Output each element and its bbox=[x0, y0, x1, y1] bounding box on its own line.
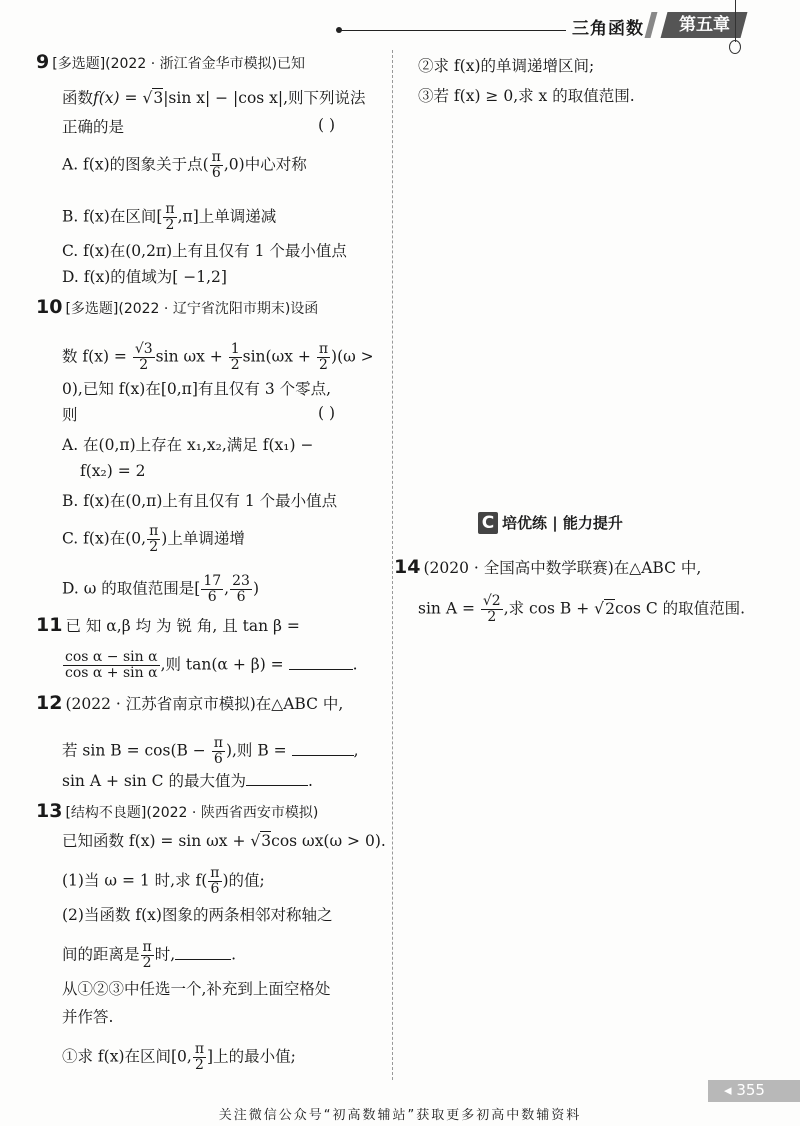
q14-line2: sin A = $\frac{√2}{2}$ ,求 cos B + √2cos C 的取值范围. bbox=[418, 593, 746, 625]
q12-number: 12 bbox=[36, 692, 63, 714]
q13-line1: 13 [结构不良题](2022 · 陕西省西安市模拟) bbox=[36, 800, 319, 822]
q13-option-2: ②求 f(x)的单调递增区间; bbox=[418, 57, 595, 75]
q11-line2: $\frac{\text{cos α − sin α}}{\text{cos α + sin α}}$ ,则 tan(α + β) = . bbox=[65, 649, 358, 681]
q13-line2: 已知函数 f(x) = sin ωx + √3cos ωx(ω > 0). bbox=[62, 832, 386, 850]
q13-option-1: ①求 f(x)在区间[0, $\frac{\pi}{2}$ ]上的最小值; bbox=[62, 1041, 296, 1073]
q9-number: 9 bbox=[36, 51, 50, 73]
section-c-title: 培优练 | 能力提升 bbox=[502, 514, 623, 532]
q9-option-d: D. f(x)的值域为[ −1,2] bbox=[62, 268, 227, 286]
q13-answer-blank[interactable] bbox=[175, 945, 231, 960]
bookmark-string bbox=[735, 0, 736, 42]
q13-number: 13 bbox=[36, 800, 63, 822]
q10-option-c: C. f(x)在(0, $\frac{\pi}{2}$ )上单调递增 bbox=[62, 523, 245, 555]
frac: $\frac{√2}{2}$ bbox=[482, 593, 501, 625]
q9-option-b: B. f(x)在区间[ $\frac{\pi}{2}$ ,π]上单调递减 bbox=[62, 201, 277, 233]
frac: $\frac{\pi}{2}$ bbox=[149, 523, 159, 555]
q13-part1: (1)当 ω = 1 时,求 f( $\frac{\pi}{6}$ )的值; bbox=[62, 865, 265, 897]
q9-line3: 正确的是 bbox=[62, 118, 125, 136]
column-divider bbox=[392, 50, 393, 1080]
frac: $\frac{\pi}{2}$ bbox=[165, 201, 175, 233]
q10-line2: 数 f(x) = $\frac{√3}{2}$ sin ωx + $\frac{1}{2}$ sin(ωx + $\frac{\pi}{2}$ )(ω > bbox=[62, 341, 374, 373]
q12-line3: sin A + sin C 的最大值为 . bbox=[62, 772, 313, 790]
footer-note: 关注微信公众号“初高数辅站”获取更多初高中数辅资料 bbox=[218, 1108, 582, 1123]
q9-option-c: C. f(x)在(0,2π)上有且仅有 1 个最小值点 bbox=[62, 242, 347, 260]
frac: $\frac{23}{6}$ bbox=[232, 573, 250, 605]
frac: $\frac{1}{2}$ bbox=[230, 341, 240, 373]
q12-line1: 12 (2022 · 江苏省南京市模拟)在△ABC 中, bbox=[36, 692, 344, 714]
q10-line4: 则 bbox=[62, 406, 78, 424]
q10-option-a: A. 在(0,π)上存在 x₁,x₂,满足 f(x₁) − bbox=[62, 436, 314, 454]
header-rule bbox=[340, 30, 566, 31]
q14-line1: 14 (2020 · 全国高中数学联赛)在△ABC 中, bbox=[394, 556, 702, 578]
frac: $\frac{17}{6}$ bbox=[203, 573, 222, 605]
page-arrow-icon: ◂ bbox=[724, 1081, 737, 1099]
q13-option-3: ③若 f(x) ≥ 0,求 x 的取值范围. bbox=[418, 87, 635, 105]
q10-option-d: D. ω 的取值范围是[ $\frac{17}{6}$ , $\frac{23}{6}$ ) bbox=[62, 573, 259, 605]
q11-answer-blank[interactable] bbox=[289, 655, 353, 670]
page-number: ◂ 355 bbox=[724, 1081, 765, 1099]
frac: $\frac{\pi}{2}$ bbox=[194, 1041, 205, 1073]
q14-number: 14 bbox=[394, 556, 421, 578]
q11-line1: 11 已 知 α,β 均 为 锐 角, 且 tan β = bbox=[36, 614, 300, 636]
q10-source: [多选题](2022 · 辽宁省沈阳市期末)设函 bbox=[65, 301, 319, 317]
frac: $\frac{\pi}{6}$ bbox=[213, 735, 223, 767]
frac: $\frac{\pi}{2}$ bbox=[142, 939, 152, 971]
q11-number: 11 bbox=[36, 614, 63, 636]
q12-line2: 若 sin B = cos(B − $\frac{\pi}{6}$ ),则 B = , bbox=[62, 735, 359, 767]
q13-part3-line1: 从①②③中任选一个,补充到上面空格处 bbox=[62, 980, 331, 998]
q9-option-a: A. f(x)的图象关于点( $\frac{\pi}{6}$ ,0)中心对称 bbox=[62, 149, 307, 181]
section-c-badge: C bbox=[478, 512, 498, 534]
frac: $\frac{√3}{2}$ bbox=[134, 341, 153, 373]
q9-source: [多选题](2022 · 浙江省金华市模拟)已知 bbox=[52, 56, 306, 72]
frac: $\frac{\pi}{6}$ bbox=[210, 865, 220, 897]
header-slash bbox=[645, 12, 658, 38]
q9-answer-paren: ( ) bbox=[318, 116, 336, 134]
q9-line2: 函数f(x) = √3|sin x| − |cos x|,则下列说法 bbox=[62, 89, 366, 107]
frac: $\frac{\pi}{2}$ bbox=[318, 341, 329, 373]
q13-part2-line2: 间的距离是 $\frac{\pi}{2}$ 时, . bbox=[62, 939, 237, 971]
q10-number: 10 bbox=[36, 296, 63, 318]
frac: $\frac{\text{cos α − sin α}}{\text{cos α + sin α}}$ bbox=[65, 649, 158, 681]
q12-answer-blank-2[interactable] bbox=[246, 771, 308, 786]
q10-line1 bbox=[36, 296, 318, 320]
section-title: 三角函数 bbox=[572, 19, 644, 39]
q10-line3: 0),已知 f(x)在[0,π]有且仅有 3 个零点, bbox=[62, 380, 332, 398]
q10-option-b: B. f(x)在(0,π)上有且仅有 1 个最小值点 bbox=[62, 492, 338, 510]
q9-line1 bbox=[36, 51, 305, 75]
q13-part2-line1: (2)当函数 f(x)图象的两条相邻对称轴之 bbox=[62, 906, 333, 924]
chapter-label: 第五章 bbox=[678, 15, 730, 35]
q10-answer-paren: ( ) bbox=[318, 404, 336, 422]
q13-part3-line2: 并作答. bbox=[62, 1008, 114, 1026]
bookmark-ring-icon bbox=[729, 40, 741, 54]
q12-answer-blank-1[interactable] bbox=[292, 741, 354, 756]
frac: $\frac{\pi}{6}$ bbox=[211, 149, 221, 181]
q10-option-a-cont: f(x₂) = 2 bbox=[80, 462, 146, 480]
